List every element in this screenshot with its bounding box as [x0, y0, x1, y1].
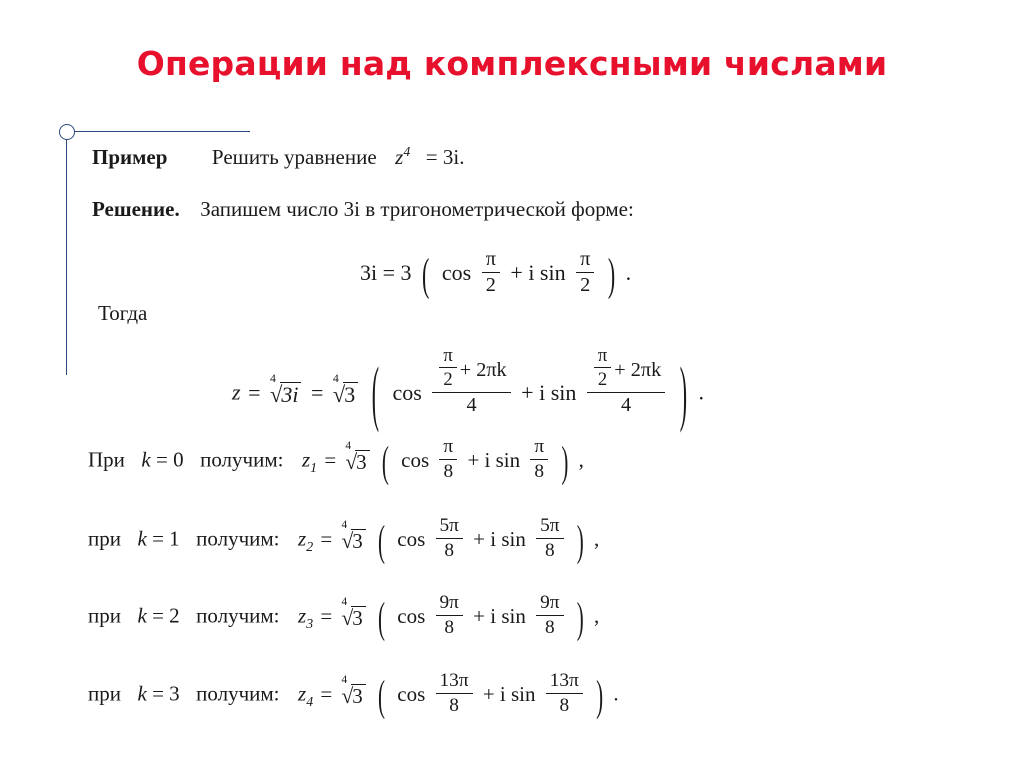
root-k-label: k: [137, 603, 147, 628]
fraction-denominator: 8: [544, 617, 555, 639]
root-eq: =: [324, 447, 337, 472]
right-paren: ): [679, 350, 688, 434]
solution-text: Запишем число 3i в тригонометрической форме:: [200, 197, 634, 221]
fraction-numerator: 13π: [546, 670, 583, 694]
radical-sign: √: [341, 683, 354, 708]
fraction-numerator: π: [530, 436, 548, 460]
solution-label: Решение.: [92, 197, 180, 221]
example-line: [92, 145, 464, 168]
radicand: 3: [351, 529, 366, 552]
numerator-tail: + 2πk: [614, 359, 662, 382]
left-paren: (: [371, 350, 380, 434]
root-plus-i-sin: + i sin: [482, 681, 536, 706]
fraction-numerator: π: [576, 248, 594, 273]
formula2-cos: cos: [392, 379, 422, 405]
radical-sign: √: [269, 381, 283, 407]
fraction-numerator: π: [439, 345, 456, 368]
then-label: [98, 303, 147, 324]
formula1-plus-i-sin: + i sin: [510, 260, 566, 286]
root-z: z: [298, 526, 307, 551]
root-z: z: [298, 603, 307, 628]
root-cos: cos: [397, 681, 426, 706]
fraction-numerator: 9π: [536, 592, 563, 616]
formula-trig-form: [360, 248, 631, 298]
page-title: Операции над комплексными числами: [136, 44, 888, 83]
root-prefix: при: [88, 681, 121, 706]
fraction-denominator: 8: [443, 461, 454, 483]
root-degree: 4: [345, 439, 352, 452]
fraction-denominator: 8: [559, 695, 570, 717]
radicand: 3: [343, 382, 358, 406]
root-fraction-2: [536, 515, 563, 562]
example-equation-lhs: z: [395, 145, 404, 169]
root-z-index: 3: [306, 615, 314, 631]
root-line-3: [88, 592, 600, 642]
root-k-value: = 0: [155, 447, 184, 472]
fraction-numerator: [587, 345, 665, 393]
formula2-eq2: =: [310, 379, 324, 405]
root-k-label: k: [137, 681, 147, 706]
right-paren: ): [607, 248, 616, 300]
root-plus-i-sin: + i sin: [473, 526, 526, 551]
right-paren: ): [596, 670, 604, 720]
root-prefix: при: [88, 603, 121, 628]
root-line-1: [88, 436, 584, 486]
right-paren: ): [576, 592, 584, 642]
fraction-numerator: π: [482, 248, 500, 273]
fraction-denominator: 2: [597, 369, 608, 391]
radical-sign: √: [345, 449, 358, 474]
left-paren: (: [378, 670, 385, 720]
fraction-denominator: 8: [444, 617, 455, 639]
formula2-eq: =: [248, 379, 261, 405]
root-plus-i-sin: + i sin: [473, 603, 526, 628]
root-fraction-2: [546, 670, 583, 717]
root-degree: 4: [341, 518, 348, 531]
formula2-fraction-1: [432, 345, 510, 417]
root-k-label: k: [137, 526, 147, 551]
root-verb: получим:: [196, 681, 280, 706]
fraction-denominator: 4: [466, 393, 477, 416]
root-cos: cos: [401, 447, 430, 472]
root-z-index: 2: [306, 538, 314, 554]
root-fraction-1: [436, 592, 463, 639]
formula-general-root: [232, 345, 705, 434]
root-tail: ,: [594, 526, 600, 551]
fraction-numerator: π: [439, 436, 457, 460]
root-z-index: 4: [306, 693, 314, 709]
formula2-root-1: [269, 370, 301, 407]
root-eq: =: [320, 603, 333, 628]
root-radical: [341, 595, 366, 630]
root-z: z: [298, 681, 307, 706]
fraction-numerator: 9π: [436, 592, 463, 616]
formula1-fraction-1: [482, 248, 500, 298]
fraction-numerator: 13π: [436, 670, 473, 694]
example-label: Пример: [92, 145, 168, 169]
formula2-fraction-2: [587, 345, 665, 417]
radicand: 3: [355, 450, 370, 473]
formula2-root-2: [332, 370, 358, 407]
root-degree: 4: [341, 595, 348, 608]
fraction-denominator: 2: [580, 274, 591, 297]
root-prefix: при: [88, 526, 121, 551]
root-k-value: = 1: [152, 526, 180, 551]
root-line-4: [88, 670, 619, 720]
formula2-plus-i-sin: + i sin: [521, 379, 577, 405]
root-cos: cos: [397, 603, 426, 628]
formula2-tail: .: [698, 379, 705, 405]
root-eq: =: [320, 526, 333, 551]
root-degree: 4: [269, 370, 276, 385]
root-verb: получим:: [196, 526, 280, 551]
root-tail: ,: [578, 447, 584, 472]
root-radical: [345, 439, 369, 474]
root-radical: [341, 518, 366, 553]
root-plus-i-sin: + i sin: [467, 447, 521, 472]
left-paren: (: [381, 436, 389, 486]
root-fraction-1: [439, 436, 457, 483]
fraction-denominator: 8: [544, 540, 555, 562]
root-prefix: При: [88, 447, 125, 472]
then-text: Тогда: [98, 301, 148, 325]
inner-fraction: [439, 345, 456, 391]
left-paren: (: [378, 515, 385, 565]
radical-sign: √: [341, 605, 354, 630]
right-paren: ): [561, 436, 569, 486]
fraction-denominator: 8: [444, 540, 455, 562]
formula1-fraction-2: [576, 248, 594, 298]
root-z-index: 1: [310, 459, 318, 475]
root-verb: получим:: [196, 603, 280, 628]
root-degree: 4: [341, 673, 348, 686]
root-eq: =: [320, 681, 333, 706]
example-equation-rhs: = 3i.: [425, 145, 465, 169]
left-paren: (: [422, 248, 430, 300]
root-tail: ,: [594, 603, 600, 628]
radical-sign: √: [341, 528, 354, 553]
root-k-label: k: [141, 447, 151, 472]
root-cos: cos: [397, 526, 426, 551]
fraction-denominator: 2: [485, 274, 496, 297]
fraction-numerator: π: [594, 345, 611, 368]
right-paren: ): [576, 515, 584, 565]
fraction-denominator: 8: [534, 461, 545, 483]
formula1-tail: .: [625, 260, 632, 286]
solution-line: [92, 199, 634, 220]
numerator-tail: + 2πk: [459, 359, 507, 382]
fraction-denominator: 8: [449, 695, 459, 717]
root-line-2: [88, 515, 600, 565]
formula1-cos: cos: [441, 260, 472, 286]
root-degree: 4: [332, 370, 339, 385]
root-radical: [341, 673, 366, 708]
root-k-value: = 3: [152, 681, 180, 706]
root-fraction-1: [436, 515, 463, 562]
root-verb: получим:: [200, 447, 284, 472]
root-z: z: [301, 447, 311, 472]
fraction-denominator: 4: [620, 393, 632, 416]
root-k-value: = 2: [152, 603, 180, 628]
radicand: 3: [351, 606, 366, 629]
root-fraction-2: [530, 436, 548, 483]
fraction-denominator: 2: [443, 369, 453, 391]
radicand: 3i: [280, 382, 301, 406]
left-paren: (: [378, 592, 385, 642]
fraction-numerator: 5π: [436, 515, 463, 539]
radical-sign: √: [332, 381, 346, 407]
fraction-numerator: 5π: [536, 515, 563, 539]
fraction-numerator: [432, 345, 510, 393]
formula1-lhs: 3i = 3: [360, 260, 412, 286]
example-equation-power: 4: [403, 144, 411, 159]
root-fraction-2: [536, 592, 563, 639]
radicand: 3: [351, 684, 366, 707]
root-fraction-1: [436, 670, 473, 717]
root-tail: .: [613, 681, 619, 706]
inner-fraction: [594, 345, 611, 391]
example-text: Решить уравнение: [211, 145, 377, 169]
formula2-z: z: [232, 379, 241, 405]
